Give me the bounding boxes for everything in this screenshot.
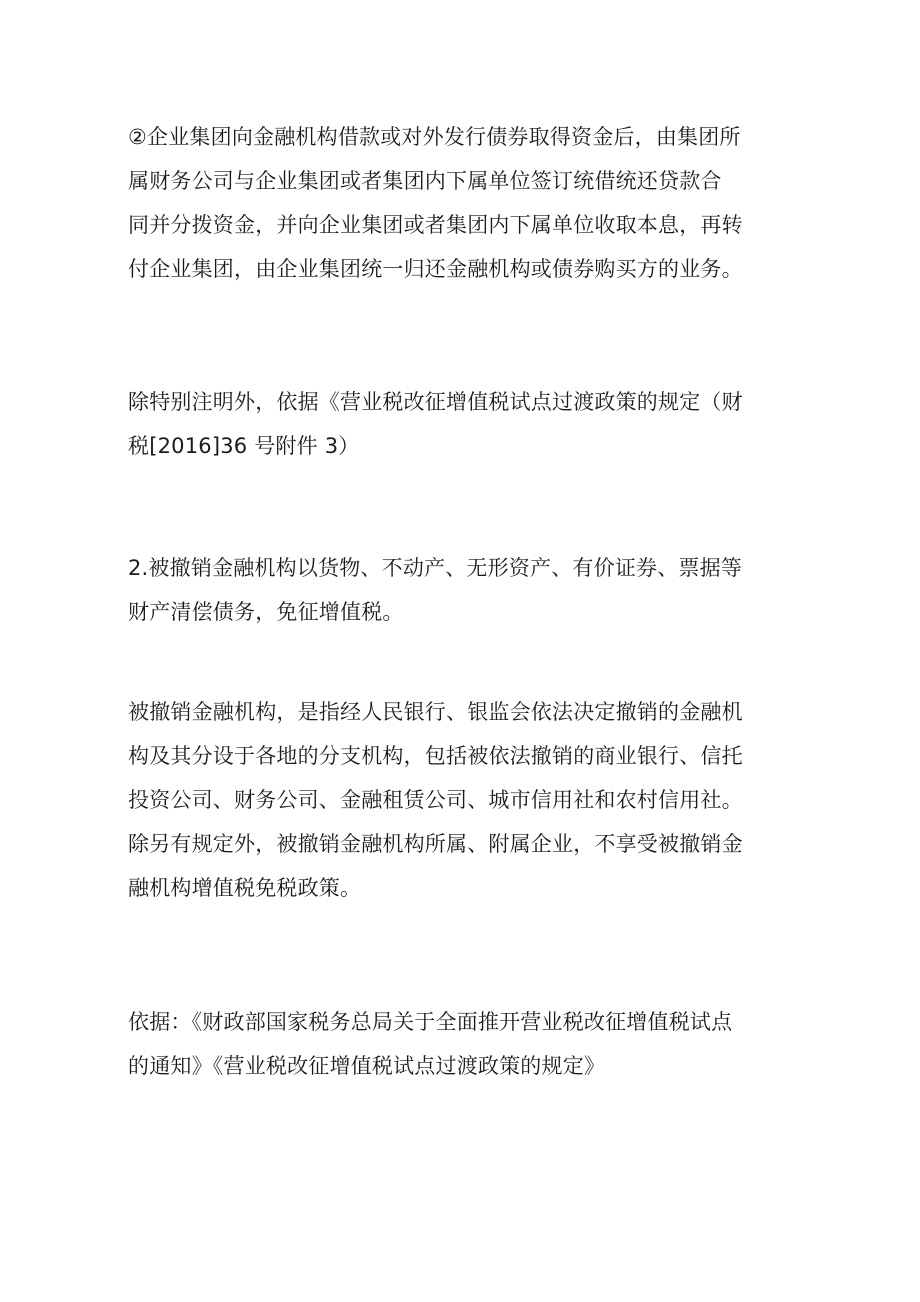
text-line: 构及其分设于各地的分支机构，包括被依法撤销的商业银行、信托 — [128, 744, 743, 768]
paragraph-basis-reference — [128, 1000, 818, 1088]
paragraph-item-2 — [128, 546, 818, 634]
paragraph-definition — [128, 690, 818, 910]
text-line: 的通知》《营业税改征增值税试点过渡政策的规定》 — [128, 1054, 606, 1078]
paragraph-unified-borrowing — [128, 115, 818, 291]
text-line: 财产清偿债务，免征增值税。 — [128, 600, 404, 624]
text-line: 投资公司、财务公司、金融租赁公司、城市信用社和农村信用社。 — [128, 788, 743, 812]
text-line: 同并分拨资金，并向企业集团或者集团内下属单位收取本息，再转 — [128, 213, 743, 237]
text-line: 依据：《财政部国家税务总局关于全面推开营业税改征增值税试点 — [128, 1010, 733, 1034]
text-line: 税[2016]36 号附件 3） — [128, 434, 360, 458]
text-line: 融机构增值税免税政策。 — [128, 876, 362, 900]
text-line: 2.被撤销金融机构以货物、不动产、无形资产、有价证券、票据等 — [128, 556, 743, 580]
paragraph-basis-note — [128, 380, 818, 468]
text-line: 被撤销金融机构，是指经人民银行、银监会依法决定撤销的金融机 — [128, 700, 743, 724]
text-line: 付企业集团，由企业集团统一归还金融机构或债券购买方的业务。 — [128, 257, 743, 281]
text-line: 属财务公司与企业集团或者集团内下属单位签订统借统还贷款合 — [128, 169, 722, 193]
text-line: 除特别注明外，依据《营业税改征增值税试点过渡政策的规定（财 — [128, 390, 743, 414]
text-line: 除另有规定外，被撤销金融机构所属、附属企业，不享受被撤销金 — [128, 832, 743, 856]
text-line: ②企业集团向金融机构借款或对外发行债券取得资金后，由集团所 — [128, 125, 741, 149]
